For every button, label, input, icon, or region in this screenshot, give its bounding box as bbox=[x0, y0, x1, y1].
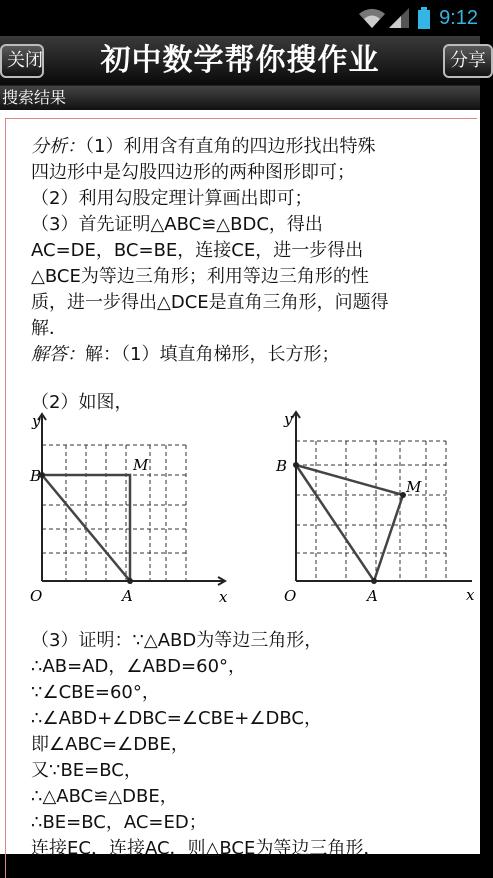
x-axis-label: x bbox=[466, 586, 475, 604]
title-bar bbox=[0, 36, 486, 86]
figure-right bbox=[266, 408, 476, 608]
y-axis-label: y bbox=[284, 410, 293, 428]
point-b-label: B bbox=[276, 457, 288, 475]
answer-part2: （2）如图， bbox=[31, 392, 133, 413]
analysis-line-3: （2）利用勾股定理计算画出即可； bbox=[31, 188, 313, 209]
share-button[interactable]: 分享 bbox=[443, 44, 493, 78]
search-result-content[interactable] bbox=[0, 110, 480, 859]
analysis-line-1: 分析：（1）利用含有直角的四边形找出特殊 bbox=[31, 136, 376, 157]
close-button[interactable]: 关闭 bbox=[0, 44, 44, 78]
analysis-line-8: 解． bbox=[31, 318, 67, 339]
analysis-line-5: AC=DE，BC=BE，连接CE，进一步得出 bbox=[31, 240, 364, 261]
analysis-line-2: 四边形中是勾股四边形的两种图形即可； bbox=[31, 162, 355, 183]
point-a-label: A bbox=[367, 587, 378, 605]
proof-line-6: 又∵BE=BC， bbox=[31, 760, 142, 781]
page-title: 初中数学帮你搜作业 bbox=[100, 43, 380, 78]
point-m-label: M bbox=[133, 456, 149, 474]
answer-label: 解答： bbox=[31, 344, 85, 365]
proof-line-4: ∴∠ABD+∠DBC=∠CBE+∠DBC， bbox=[31, 708, 322, 729]
origin-label: O bbox=[30, 587, 43, 605]
proof-line-3: ∵∠CBE=60°， bbox=[31, 682, 160, 703]
section-header: 搜索结果 bbox=[0, 86, 480, 110]
origin-label: O bbox=[284, 587, 297, 605]
analysis-line-7: 质，进一步得出△DCE是直角三角形，问题得 bbox=[31, 292, 389, 313]
proof-line-1: （3）证明：∵△ABD为等边三角形， bbox=[31, 630, 323, 651]
wifi-icon bbox=[357, 6, 387, 30]
analysis-label: 分析： bbox=[31, 136, 85, 157]
battery-icon bbox=[417, 6, 431, 30]
signal-icon bbox=[387, 6, 411, 30]
triangle-shape bbox=[296, 465, 403, 581]
point-a-label: A bbox=[122, 587, 133, 605]
y-axis-label: y bbox=[32, 412, 41, 430]
grid-right bbox=[296, 441, 446, 581]
point-m-label: M bbox=[406, 478, 422, 496]
analysis-block bbox=[31, 134, 461, 368]
answer-line-1: 解答：解：（1）填直角梯形，长方形； bbox=[31, 344, 340, 365]
point-b-label: B bbox=[30, 467, 42, 485]
proof-line-7: ∴△ABC≌△DBE， bbox=[31, 786, 178, 807]
analysis-line-4: （3）首先证明△ABC≌△BDC，得出 bbox=[31, 214, 323, 235]
proof-line-8: ∴BE=BC，AC=ED； bbox=[31, 812, 207, 833]
proof-block bbox=[31, 628, 461, 862]
proof-line-2: ∴AB=AD，∠ABD=60°， bbox=[31, 656, 247, 677]
proof-line-5: 即∠ABC=∠DBE， bbox=[31, 734, 189, 755]
status-time: 9:12 bbox=[439, 6, 478, 29]
axes-left bbox=[42, 416, 224, 581]
status-bar bbox=[0, 0, 480, 36]
x-axis-label: x bbox=[219, 588, 228, 606]
figure-left bbox=[28, 408, 238, 608]
proof-line-9: 连接EC，连接AC．则△BCE为等边三角形， bbox=[31, 838, 382, 859]
status-icons bbox=[357, 0, 480, 36]
analysis-line-6: △BCE为等边三角形；利用等边三角形的性 bbox=[31, 266, 369, 287]
